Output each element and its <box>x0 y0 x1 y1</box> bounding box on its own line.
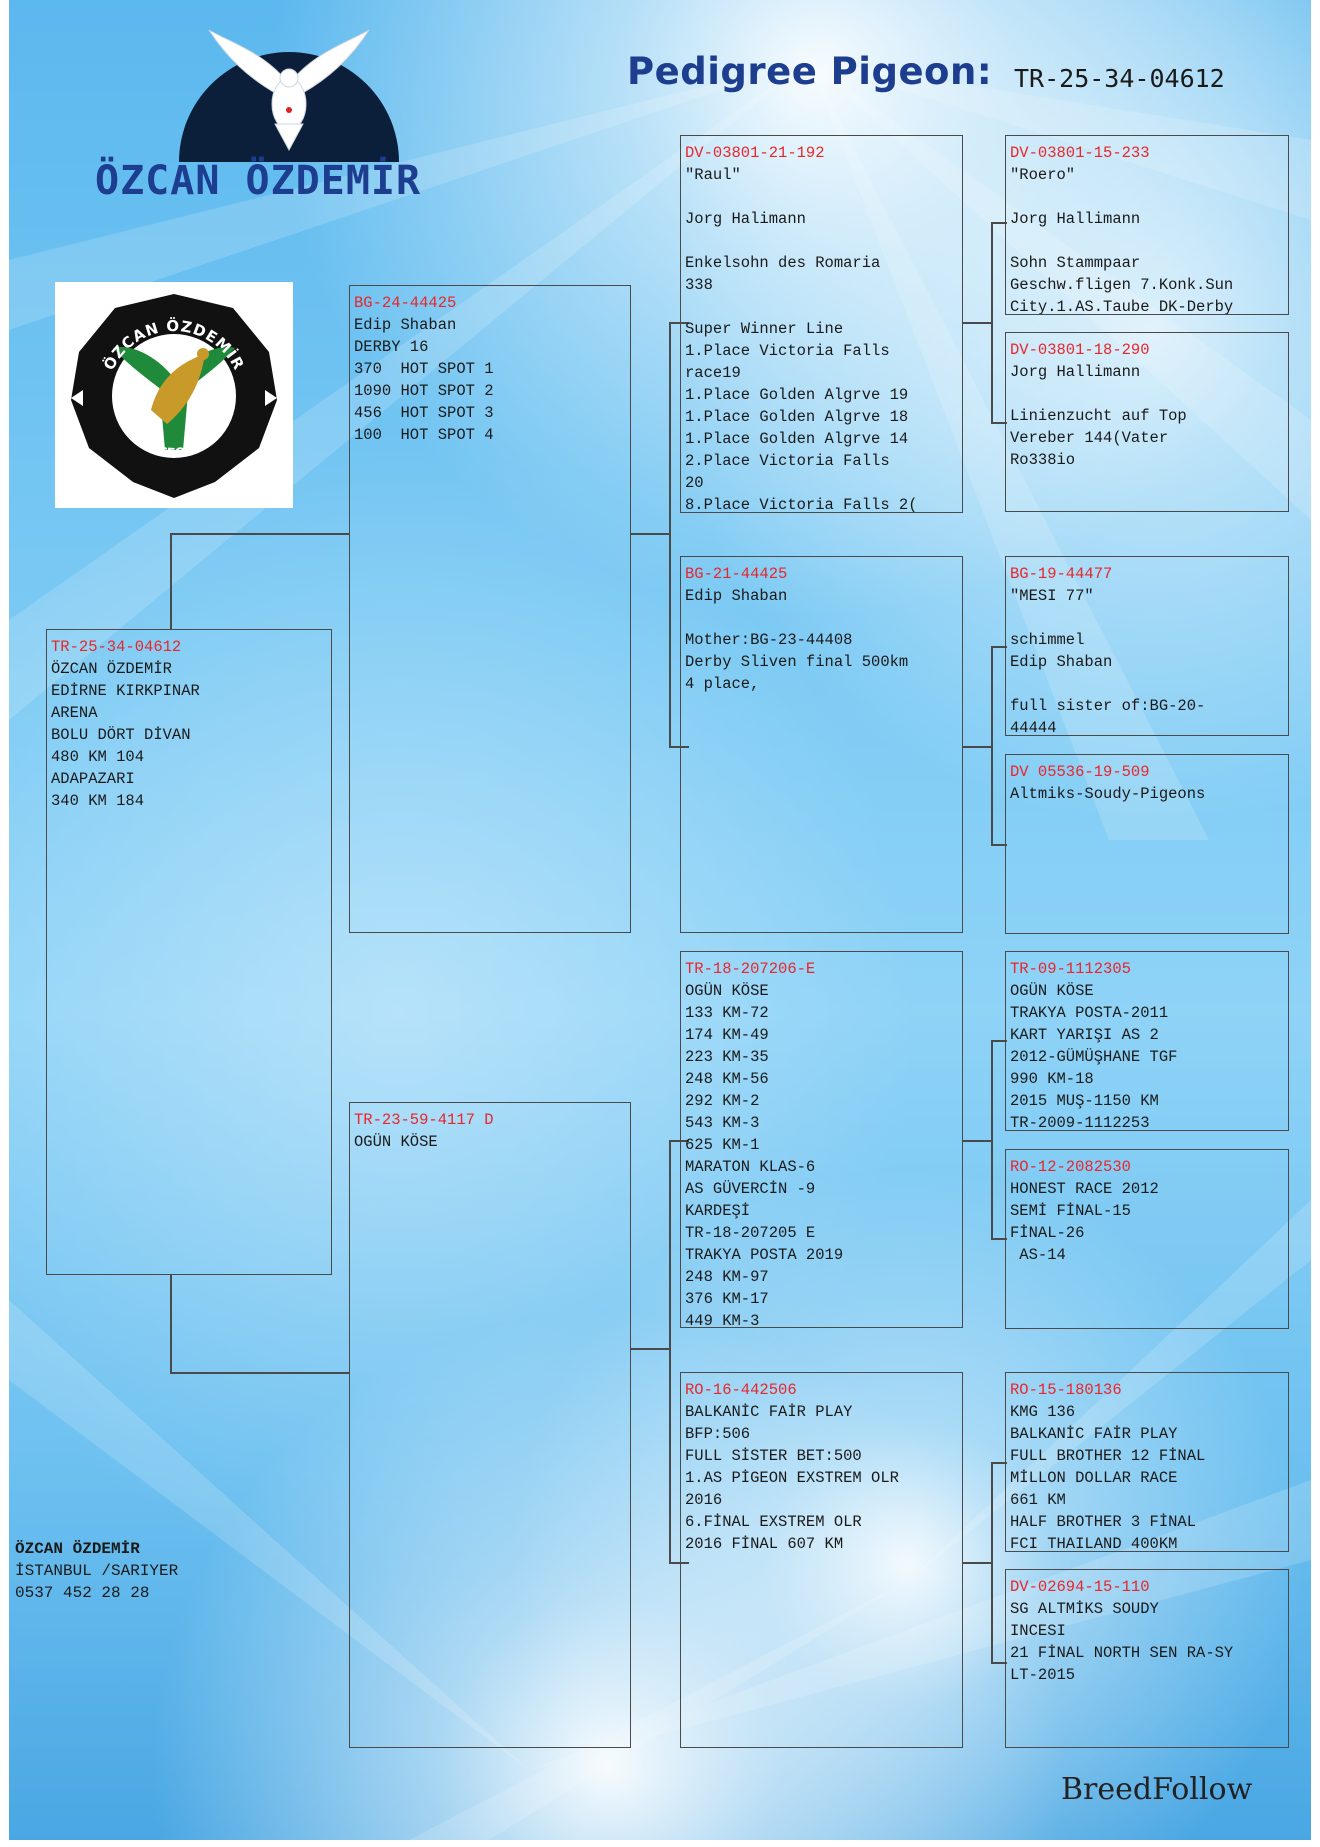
connector-line <box>170 533 349 535</box>
card-text-line: MİLLON DOLLAR RACE <box>1010 1469 1178 1487</box>
card-text-line: FİNAL-26 <box>1010 1224 1085 1242</box>
card-text-line: 248 KM-97 <box>685 1268 769 1286</box>
club-logo <box>55 282 293 508</box>
pigeon-card-sire[interactable] <box>349 285 631 933</box>
card-text-line: SEMİ FİNAL-15 <box>1010 1202 1131 1220</box>
card-text-line: 1.Place Golden Algrve 18 <box>685 408 909 426</box>
card-text-line: Ro338io <box>1010 451 1076 469</box>
card-text-line <box>1010 607 1284 629</box>
logo-bottom-text: PIGEONS <box>140 438 208 462</box>
card-text-line: Edip Shaban <box>1010 653 1113 671</box>
connector-line <box>669 322 671 748</box>
card-text-line: Jorg Hallimann <box>1010 363 1141 381</box>
card-text-line: Edip Shaban <box>685 587 788 605</box>
card-text-line: "Roero" <box>1010 166 1076 184</box>
card-text-line: HONEST RACE 2012 <box>1010 1180 1159 1198</box>
card-text-line: BALKANİC FAİR PLAY <box>685 1403 853 1421</box>
connector-line <box>170 1275 172 1374</box>
card-text-line: DERBY 16 <box>354 338 429 356</box>
card-text-line: full sister of:BG-20- <box>1010 697 1206 715</box>
card-text-line: 456 HOT SPOT 3 <box>354 404 494 422</box>
card-text-line: FULL SİSTER BET:500 <box>685 1447 862 1465</box>
card-text-line: ARENA <box>51 704 98 722</box>
card-text-line: Jorg Hallimann <box>1010 210 1141 228</box>
card-text-line: 4 place, <box>685 675 760 693</box>
card-text-line: 21 FİNAL NORTH SEN RA-SY <box>1010 1644 1234 1662</box>
pigeon-card-sd-dam[interactable] <box>1005 754 1289 934</box>
connector-line <box>669 1140 671 1564</box>
card-text-line: OGÜN KÖSE <box>1010 982 1094 1000</box>
card-text-line: Mother:BG-23-44408 <box>685 631 853 649</box>
ring-number: DV-03801-15-233 <box>1010 144 1150 162</box>
card-text-line <box>685 296 958 318</box>
ring-number: TR-09-1112305 <box>1010 960 1131 978</box>
pigeon-card-ss-dam[interactable] <box>1005 332 1289 512</box>
card-text-line: Edip Shaban <box>354 316 457 334</box>
card-text-line: City.1.AS.Taube DK-Derby <box>1010 298 1234 315</box>
pigeon-card-ss-sire[interactable] <box>1005 135 1289 315</box>
pigeon-card-dam[interactable] <box>349 1102 631 1748</box>
ring-number: RO-12-2082530 <box>1010 1158 1131 1176</box>
ring-number: DV-03801-18-290 <box>1010 341 1150 359</box>
breeder-contact <box>15 1538 178 1604</box>
card-text-line: 370 HOT SPOT 1 <box>354 360 494 378</box>
card-text-line: 2016 FİNAL 607 KM <box>685 1535 844 1553</box>
card-text-line: schimmel <box>1010 631 1085 649</box>
card-text-line: 8.Place Victoria Falls 2( <box>685 496 918 513</box>
card-text-line: INCESI <box>1010 1622 1066 1640</box>
card-text-line <box>1010 383 1284 405</box>
pigeon-card-sd-sire[interactable] <box>1005 556 1289 736</box>
card-text-line: 449 KM-3 <box>685 1312 760 1328</box>
card-text-line <box>1010 230 1284 252</box>
card-text-line: 6.FİNAL EXSTREM OLR <box>685 1513 862 1531</box>
card-text-line <box>685 607 958 629</box>
card-text-line: EDİRNE KIRKPINAR <box>51 682 200 700</box>
club-logo-card <box>55 282 293 508</box>
pigeon-card-dd-sire[interactable] <box>1005 1372 1289 1552</box>
card-text-line: Altmiks-Soudy-Pigeons <box>1010 785 1206 803</box>
page-title: Pedigree Pigeon: <box>627 50 993 93</box>
card-text-line: Derby Sliven final 500km <box>685 653 909 671</box>
card-text-line: 100 HOT SPOT 4 <box>354 426 494 444</box>
card-text-line: LT-2015 <box>1010 1666 1076 1684</box>
card-text-line: Super Winner Line <box>685 320 844 338</box>
card-text-line: Enkelsohn des Romaria <box>685 254 881 272</box>
card-text-line: 480 KM 104 <box>51 748 145 766</box>
pigeon-card-ds-dam[interactable] <box>1005 1149 1289 1329</box>
ring-number: RO-16-442506 <box>685 1381 797 1399</box>
ring-number: TR-25-34-04612 <box>51 638 182 656</box>
connector-line <box>991 1462 993 1664</box>
card-text-line: 661 KM <box>1010 1491 1066 1509</box>
connector-line <box>170 533 172 629</box>
card-text-line <box>685 186 958 208</box>
card-text-line: KART YARIŞI AS 2 <box>1010 1026 1159 1044</box>
pigeon-card-sire-dam[interactable] <box>680 556 963 933</box>
logo-top-text: ÖZCAN ÖZDEMİR <box>99 316 249 374</box>
card-text-line: 248 KM-56 <box>685 1070 769 1088</box>
card-text-line: SG ALTMİKS SOUDY <box>1010 1600 1159 1618</box>
card-text-line: MARATON KLAS-6 <box>685 1158 816 1176</box>
card-text-line: 625 KM-1 <box>685 1136 760 1154</box>
card-text-line: BOLU DÖRT DİVAN <box>51 726 191 744</box>
card-text-line: 2016 <box>685 1491 723 1509</box>
card-text-line: 1.AS PİGEON EXSTREM OLR <box>685 1469 899 1487</box>
card-text-line: 376 KM-17 <box>685 1290 769 1308</box>
card-text-line: TRAKYA POSTA-2011 <box>1010 1004 1169 1022</box>
card-text-line: OGÜN KÖSE <box>685 982 769 1000</box>
card-text-line: TR-18-207205 E <box>685 1224 816 1242</box>
card-text-line: 20 <box>685 474 704 492</box>
card-text-line: 1.Place Golden Algrve 14 <box>685 430 909 448</box>
card-text-line: FCI THAILAND 400KM <box>1010 1535 1178 1552</box>
card-text-line: OGÜN KÖSE <box>354 1133 438 1151</box>
contact-city: İSTANBUL /SARIYER <box>15 1562 179 1580</box>
card-text-line: Sohn Stammpaar <box>1010 254 1141 272</box>
card-text-line: 2.Place Victoria Falls <box>685 452 890 470</box>
card-text-line: AS GÜVERCİN -9 <box>685 1180 816 1198</box>
card-text-line: 1090 HOT SPOT 2 <box>354 382 494 400</box>
connector-line <box>991 1040 993 1240</box>
card-text-line: 1.Place Golden Algrve 19 <box>685 386 909 404</box>
card-text-line: ÖZCAN ÖZDEMİR <box>51 660 172 678</box>
connector-line <box>991 222 993 424</box>
contact-phone: 0537 452 28 28 <box>15 1584 150 1602</box>
connector-line <box>963 1140 993 1142</box>
card-text-line: KMG 136 <box>1010 1403 1076 1421</box>
card-text-line: BALKANİC FAİR PLAY <box>1010 1425 1178 1443</box>
card-text-line <box>1010 186 1284 208</box>
card-text-line: BFP:506 <box>685 1425 751 1443</box>
ring-number: BG-19-44477 <box>1010 565 1113 583</box>
card-text-line: Vereber 144(Vater <box>1010 429 1169 447</box>
card-text-line: 2015 MUŞ-1150 KM <box>1010 1092 1159 1110</box>
card-text-line: race19 <box>685 364 741 382</box>
breeder-name-heading: ÖZCAN ÖZDEMİR <box>95 158 422 204</box>
card-text-line: 2012-GÜMÜŞHANE TGF <box>1010 1048 1178 1066</box>
ring-number: BG-24-44425 <box>354 294 457 312</box>
pedigree-page <box>9 0 1311 1840</box>
ring-number: DV-03801-21-192 <box>685 144 825 162</box>
connector-line <box>631 533 671 535</box>
pigeon-card-dam-sire[interactable] <box>680 951 963 1328</box>
card-text-line: AS-14 <box>1010 1246 1066 1264</box>
card-text-line: KARDEŞİ <box>685 1202 751 1220</box>
card-text-line: 292 KM-2 <box>685 1092 760 1110</box>
pigeon-card-ds-sire[interactable] <box>1005 951 1289 1131</box>
card-text-line: TR-2009-1112253 <box>1010 1114 1150 1131</box>
card-text-line: "Raul" <box>685 166 741 184</box>
card-text-line: 340 KM 184 <box>51 792 145 810</box>
card-text-line: Jorg Halimann <box>685 210 806 228</box>
card-text-line: ADAPAZARI <box>51 770 135 788</box>
card-text-line: FULL BROTHER 12 FİNAL <box>1010 1447 1206 1465</box>
card-text-line: 174 KM-49 <box>685 1026 769 1044</box>
connector-line <box>991 646 993 846</box>
connector-line <box>963 1562 993 1564</box>
card-text-line: 990 KM-18 <box>1010 1070 1094 1088</box>
connector-line <box>963 746 993 748</box>
ring-number: DV-02694-15-110 <box>1010 1578 1150 1596</box>
pigeon-card-subject[interactable] <box>46 629 332 1275</box>
card-text-line: 44444 <box>1010 719 1057 736</box>
card-text-line <box>1010 673 1284 695</box>
card-text-line: Linienzucht auf Top <box>1010 407 1187 425</box>
ring-number: TR-18-207206-E <box>685 960 816 978</box>
card-text-line: 223 KM-35 <box>685 1048 769 1066</box>
pigeon-card-dd-dam[interactable] <box>1005 1569 1289 1748</box>
card-text-line: HALF BROTHER 3 FİNAL <box>1010 1513 1197 1531</box>
ring-number: BG-21-44425 <box>685 565 788 583</box>
dove-emblem <box>169 12 409 162</box>
pigeon-card-dam-dam[interactable] <box>680 1372 963 1748</box>
pedigree-ring-number: TR-25-34-04612 <box>1014 64 1225 93</box>
ring-number: RO-15-180136 <box>1010 1381 1122 1399</box>
breedfollow-brand: BreedFollow <box>1061 1772 1253 1807</box>
card-text-line: "MESI 77" <box>1010 587 1094 605</box>
card-text-line: 543 KM-3 <box>685 1114 760 1132</box>
ring-number: DV 05536-19-509 <box>1010 763 1150 781</box>
card-text-line: TRAKYA POSTA 2019 <box>685 1246 844 1264</box>
connector-line <box>631 1348 671 1350</box>
contact-name: ÖZCAN ÖZDEMİR <box>15 1540 140 1558</box>
ring-number: TR-23-59-4117 D <box>354 1111 494 1129</box>
pigeon-card-sire-sire[interactable] <box>680 135 963 513</box>
card-text-line: 1.Place Victoria Falls <box>685 342 890 360</box>
card-text-line: Geschw.fligen 7.Konk.Sun <box>1010 276 1234 294</box>
card-text-line <box>685 230 958 252</box>
connector-line <box>170 1372 349 1374</box>
card-text-line: 338 <box>685 276 713 294</box>
connector-line <box>963 322 993 324</box>
card-text-line: 133 KM-72 <box>685 1004 769 1022</box>
